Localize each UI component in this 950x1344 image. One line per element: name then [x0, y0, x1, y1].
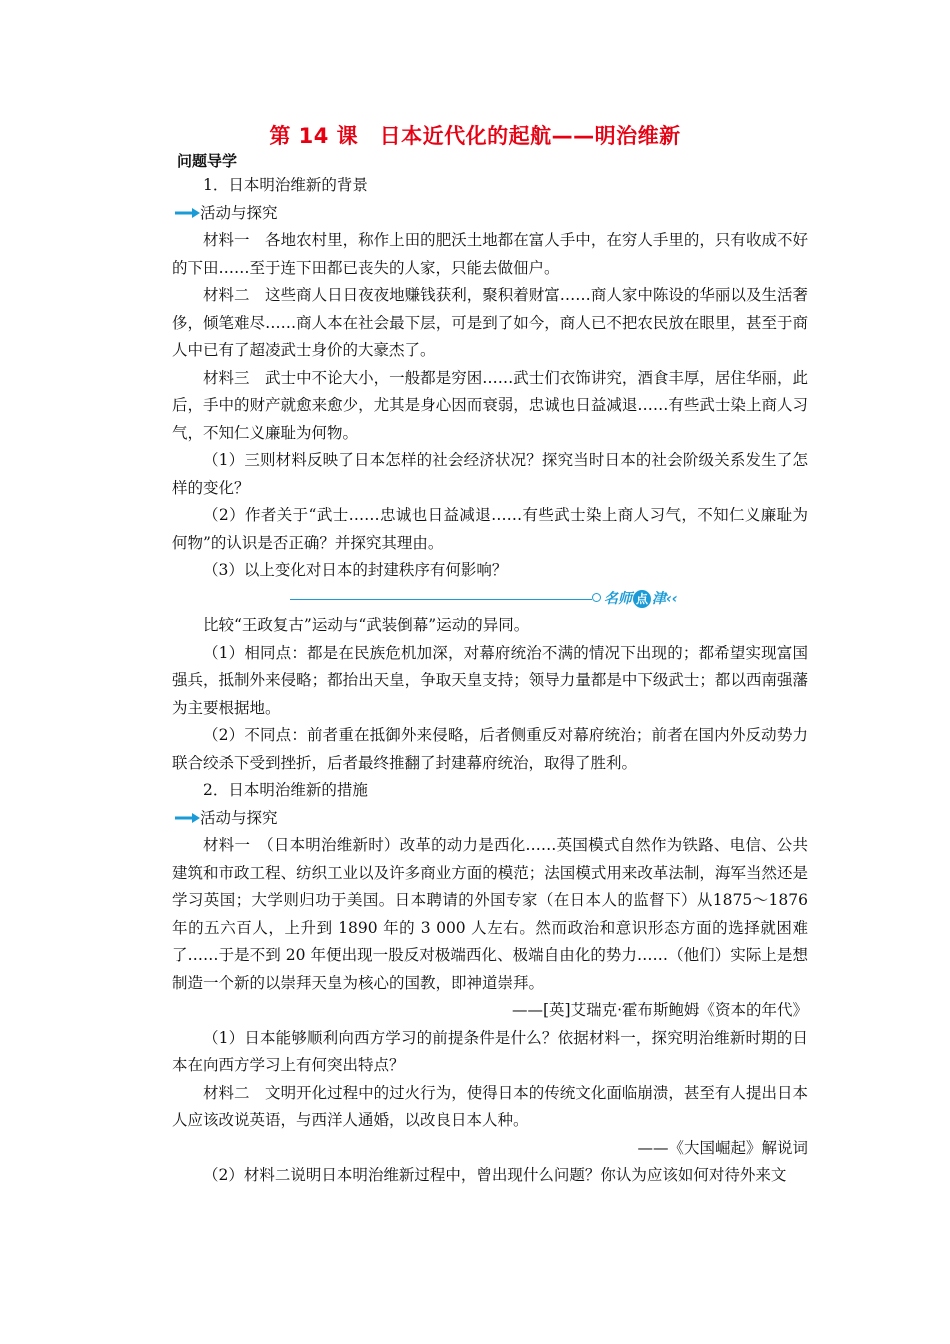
part2-source-2: ——《大国崛起》解说词	[637, 1138, 808, 1157]
double-chevron-left-icon: ‹‹	[666, 590, 678, 607]
circle-dot-icon	[592, 593, 601, 602]
teacher-tip-divider	[290, 585, 808, 613]
part2-heading: 2．日本明治维新的措施	[203, 781, 368, 799]
lesson-title: 第 14 课 日本近代化的起航——明治维新	[269, 124, 681, 148]
part2-material-2: 材料二 文明开化过程中的过火行为，使得日本的传统文化面临崩溃，甚至有人提出日本人应该改说英语，与西洋人通婚，以改良日本人种。	[172, 1083, 808, 1129]
arrow-right-icon	[174, 207, 200, 219]
arrow-right-icon	[174, 812, 200, 824]
divider-line	[290, 599, 592, 600]
part2-question-2: （2）材料二说明日本明治维新过程中，曾出现什么问题？你认为应该如何对待外来文	[203, 1166, 787, 1184]
part1-material-2: 材料二 这些商人日日夜夜地赚钱获利，聚积着财富……商人家中陈设的华丽以及生活奢侈，倾笔难尽……商人本在社会最下层，可是到了如今，商人已不把农民放在眼里，甚至于商人中已有了超凌武士身价的大豪杰了。	[172, 286, 808, 359]
tip-point-2: （2）不同点：前者重在抵御外来侵略，后者侧重反对幕府统治；前者在国内外反动势力联合绞杀下受到挫折，后者最终推翻了封建幕府统治，取得了胜利。	[172, 726, 808, 772]
badge-text-1: 名师	[604, 590, 632, 607]
part1-heading: 1．日本明治维新的背景	[203, 176, 368, 194]
part2-activity-label	[172, 805, 808, 833]
part2-question-1: （1）日本能够顺利向西方学习的前提条件是什么？依据材料一，探究明治维新时期的日本在向西方学习上有何突出特点？	[172, 1028, 808, 1074]
badge-circled-char: 点	[633, 590, 651, 608]
section-heading: 问题导学	[177, 152, 238, 170]
tip-intro: 比较“王政复古”运动与“武装倒幕”运动的异同。	[203, 616, 530, 634]
part1-question-1: （1）三则材料反映了日本怎样的社会经济状况？探究当时日本的社会阶级关系发生了怎样的变化？	[172, 451, 808, 497]
part1-question-2: （2）作者关于“武士……忠诚也日益减退……有些武士染上商人习气，不知仁义廉耻为何物”的认识是否正确？并探究其理由。	[172, 506, 808, 552]
part2-material-1: 材料一 （日本明治维新时）改革的动力是西化……英国模式自然作为铁路、电信、公共建筑和市政工程、纺织工业以及许多商业方面的模范；法国模式用来改革法制，海军当然还是学习英国；大学则归功于美国。日本聘请的外国专家（在日本人的监督下）从1875～1876 年的五六百人，上升到 1890 年的 3 000 人左右。然而政治和意识形态方面的选择就困难了……于是不到 20 年便出现一股反对极端西化、极端自由化的势力……（他们）实际上是想制造一个新的以崇拜天皇为核心的国教，即神道崇拜。	[172, 836, 808, 992]
part1-question-3: （3）以上变化对日本的封建秩序有何影响？	[203, 561, 508, 579]
part1-material-3: 材料三 武士中不论大小，一般都是穷困……武士们衣饰讲究，酒食丰厚，居住华丽，此后，手中的财产就愈来愈少，尤其是身心因而衰弱，忠诚也日益减退……有些武士染上商人习气，不知仁义廉耻为何物。	[172, 368, 808, 442]
document-body	[172, 150, 808, 1190]
part2-source-1: ——[英]艾瑞克·霍布斯鲍姆《资本的年代》	[511, 1001, 808, 1019]
activity-label-text: 活动与探究	[200, 203, 278, 222]
part1-material-1: 材料一 各地农村里，称作上田的肥沃土地都在富人手中，在穷人手里的，只有收成不好的下田……至于连下田都已丧失的人家，只能去做佃户。	[172, 231, 808, 277]
badge-text-2: 津	[652, 590, 666, 607]
tip-point-1: （1）相同点：都是在民族危机加深，对幕府统治不满的情况下出现的；都希望实现富国强兵，抵制外来侵略；都抬出天皇，争取天皇支持；领导力量都是中下级武士；都以西南强藩为主要根据地。	[172, 643, 808, 717]
activity-label-text: 活动与探究	[200, 808, 278, 827]
teacher-tip-badge	[592, 588, 678, 610]
part1-activity-label	[172, 200, 808, 228]
